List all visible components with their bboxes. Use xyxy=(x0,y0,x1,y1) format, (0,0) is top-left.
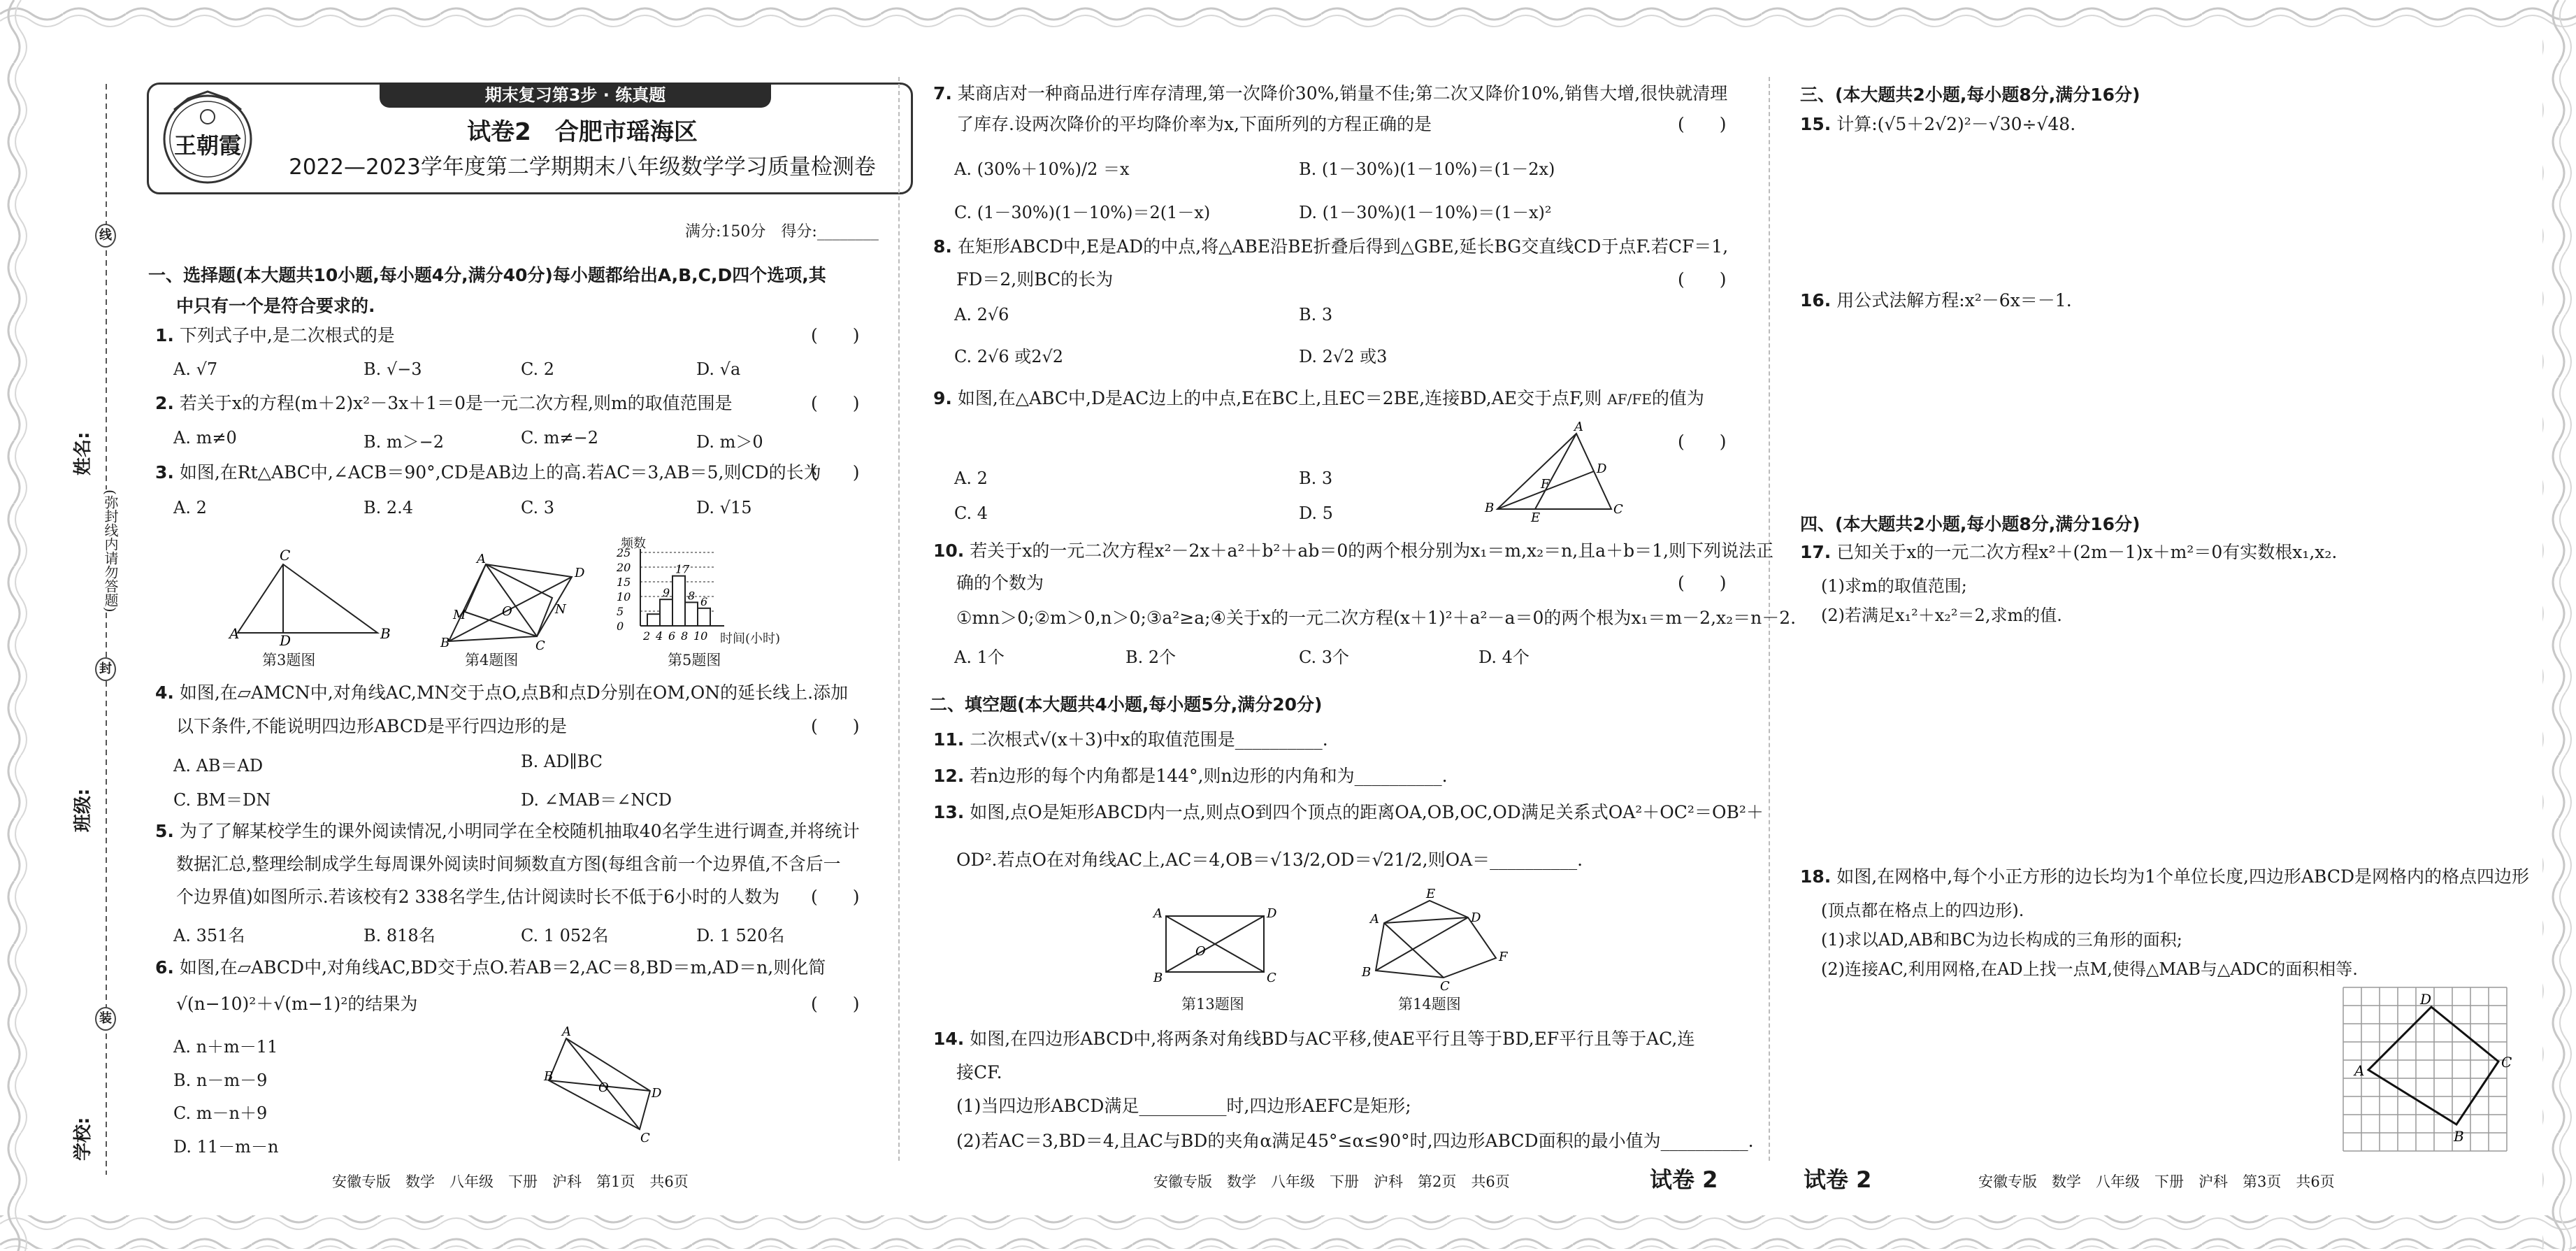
logo xyxy=(160,89,255,187)
header-banner: 期末复习第3步 · 练真题 xyxy=(380,83,771,108)
svg-text:D: D xyxy=(1597,462,1607,476)
q10-statements: ①mn＞0;②m＞0,n＞0;③a²≥a;④关于x的一元二次方程(x＋1)²＋a²－a＝0的两个根为x₁＝m－2,x₂＝n－2. xyxy=(956,608,1797,628)
hist-xtick: 4 xyxy=(656,629,663,643)
svg-text:C: C xyxy=(280,547,291,564)
figure-q13 xyxy=(1146,902,1286,993)
q2-paren: ( ) xyxy=(811,393,860,413)
hist-bar-label: 8 xyxy=(688,589,696,603)
q10-opt-d: D. 4个 xyxy=(1478,648,1530,667)
q4: 4. 如图,在▱AMCN中,对角线AC,MN交于点O,点B和点D分别在OM,ON的延长线上.添加 xyxy=(155,682,849,703)
q8: 8. 在矩形ABCD中,E是AD的中点,将△ABE沿BE折叠后得到△GBE,延长BG交直线CD于点F.若CF＝1, xyxy=(933,236,1729,257)
figure-q14 xyxy=(1356,888,1510,993)
svg-text:O: O xyxy=(598,1080,609,1095)
seal-label-top: 线 xyxy=(95,224,116,248)
school-field-label: 学校: xyxy=(73,1117,94,1161)
q2: 2. 若关于x的方程(m＋2)x²－3x＋1＝0是一元二次方程,则m的取值范围是 xyxy=(155,393,733,413)
q8-opt-d: D. 2√2 或3 xyxy=(1299,347,1388,366)
q6-opt-b: B. n－m－9 xyxy=(173,1071,268,1090)
hist-xlabel: 时间(小时) xyxy=(720,631,781,646)
header-box xyxy=(147,83,913,194)
q17-sub2: (2)若满足x₁²＋x₂²＝2,求m的值. xyxy=(1821,606,2062,625)
hist-ytick: 25 xyxy=(617,546,631,559)
q10-line2: 确的个数为 xyxy=(956,573,1044,593)
name-field-label: 姓名: xyxy=(73,431,94,476)
q6-opt-a: A. n＋m－11 xyxy=(173,1037,278,1057)
q9-paren: ( ) xyxy=(1678,431,1727,452)
svg-text:B: B xyxy=(544,1069,554,1084)
svg-text:F: F xyxy=(1499,950,1508,964)
q2-opt-d: D. m＞0 xyxy=(696,432,763,452)
q5-line2: 数据汇总,整理绘制成学生每周课外阅读时间频数直方图(每组含前一个边界值,不含后一 xyxy=(176,854,841,874)
svg-text:C: C xyxy=(640,1131,650,1145)
figure-q4 xyxy=(433,552,594,654)
figure-q9 xyxy=(1482,420,1622,524)
q7-opt-d: D. (1－30%)(1－10%)＝(1－x)² xyxy=(1299,203,1552,222)
q6-opt-c: C. m－n＋9 xyxy=(173,1103,268,1123)
hist-ytick: 5 xyxy=(617,605,624,618)
q17-sub1: (1)求m的取值范围; xyxy=(1821,576,1967,596)
svg-text:A: A xyxy=(562,1024,571,1039)
q4-opt-d: D. ∠MAB＝∠NCD xyxy=(521,790,672,810)
q10-opt-a: A. 1个 xyxy=(954,648,1005,667)
hist-ytick: 20 xyxy=(617,561,631,574)
q6-paren: ( ) xyxy=(811,994,860,1014)
q9-opt-d: D. 5 xyxy=(1299,503,1333,523)
hist-bar-label: 17 xyxy=(675,562,690,576)
q5-opt-c: C. 1 052名 xyxy=(521,926,609,945)
q2-opt-b: B. m＞−2 xyxy=(364,432,445,452)
q18-line2: (顶点都在格点上的四边形). xyxy=(1821,901,2024,920)
class-field-label: 班级: xyxy=(73,788,94,832)
q2-opt-a: A. m≠0 xyxy=(173,428,237,448)
q5-paren: ( ) xyxy=(811,887,860,907)
hist-ytick: 15 xyxy=(617,576,631,589)
svg-text:O: O xyxy=(1195,944,1206,959)
caption-fig13: 第13题图 xyxy=(1181,996,1244,1013)
q17: 17. 已知关于x的一元二次方程x²＋(2m－1)x＋m²＝0有实数根x₁,x₂. xyxy=(1800,542,2338,562)
q8-opt-c: C. 2√6 或2√2 xyxy=(954,347,1064,366)
q1-opt-a: A. √7 xyxy=(173,359,218,379)
hist-ytick: 0 xyxy=(617,620,624,633)
hist-ytick: 10 xyxy=(617,590,631,603)
svg-text:B: B xyxy=(1153,971,1163,985)
hist-bar xyxy=(672,576,685,626)
q10-opt-c: C. 3个 xyxy=(1299,648,1350,667)
q4-opt-b: B. AD∥BC xyxy=(521,752,603,771)
svg-text:C: C xyxy=(1613,502,1623,517)
svg-text:C: C xyxy=(1440,979,1450,994)
q10-paren: ( ) xyxy=(1678,573,1727,593)
q7: 7. 某商店对一种商品进行库存清理,第一次降价30%,销量不佳;第二次又降价10%,销售大增,很快就清理 xyxy=(933,83,1728,103)
q16: 16. 用公式法解方程:x²－6x＝－1. xyxy=(1800,290,2072,310)
hist-bar xyxy=(660,599,672,626)
svg-text:B: B xyxy=(1362,965,1372,980)
svg-text:B: B xyxy=(2454,1128,2464,1145)
svg-text:E: E xyxy=(1426,887,1436,901)
q1-opt-c: C. 2 xyxy=(521,359,555,379)
svg-text:C: C xyxy=(1267,971,1276,985)
q2-opt-c: C. m≠−2 xyxy=(521,428,599,448)
paper-title: 试卷2 合肥市瑶海区 xyxy=(467,118,698,146)
svg-text:O: O xyxy=(502,604,512,619)
svg-text:A: A xyxy=(1574,420,1583,434)
q8-line2: FD＝2,则BC的长为 xyxy=(956,269,1114,289)
q5-opt-d: D. 1 520名 xyxy=(696,926,785,945)
q1-opt-b: B. √−3 xyxy=(364,359,422,379)
q5-opt-b: B. 818名 xyxy=(364,926,436,945)
q18-sub1: (1)求以AD,AB和BC为边长构成的三角形的面积; xyxy=(1821,930,2182,950)
seal-label-bot: 装 xyxy=(95,1007,116,1031)
q10: 10. 若关于x的一元二次方程x²－2x＋a²＋b²＋ab＝0的两个根分别为x₁＝m,x₂＝n,且a＋b＝1,则下列说法正 xyxy=(933,541,1773,561)
logo-text: 王朝霞 xyxy=(173,132,241,159)
q7-opt-a: A. (30%＋10%)/2 ＝x xyxy=(954,159,1130,179)
q8-opt-b: B. 3 xyxy=(1299,305,1333,324)
q14-sub1: (1)当四边形ABCD满足__________时,四边形AEFC是矩形; xyxy=(956,1096,1411,1116)
svg-text:B: B xyxy=(380,625,391,642)
score-line: 满分:150分 得分:________ xyxy=(685,223,879,241)
paper-tag-left: 试卷 2 xyxy=(1804,1166,1872,1193)
footer-page1: 安徽专版 数学 八年级 下册 沪科 第1页 共6页 xyxy=(332,1173,689,1190)
figure-q5-histogram xyxy=(615,535,783,647)
hist-bar xyxy=(685,602,698,626)
q6: 6. 如图,在▱ABCD中,对角线AC,BD交于点O.若AB＝2,AC＝8,BD＝m,AD＝n,则化简 xyxy=(155,957,826,978)
q1-paren: ( ) xyxy=(811,325,860,345)
svg-text:D: D xyxy=(280,632,292,649)
section2-title: 二、填空题(本大题共4小题,每小题5分,满分20分) xyxy=(930,694,1323,715)
svg-text:B: B xyxy=(1485,501,1495,515)
caption-fig4: 第4题图 xyxy=(465,652,519,669)
q6-line2: √(n−10)²＋√(m−1)²的结果为 xyxy=(176,994,418,1014)
hist-xtick: 6 xyxy=(668,629,676,643)
q9-opt-c: C. 4 xyxy=(954,503,988,523)
q11: 11. 二次根式√(x＋3)中x的取值范围是__________. xyxy=(933,729,1328,750)
paper-tag-right: 试卷 2 xyxy=(1650,1166,1718,1193)
svg-text:C: C xyxy=(2501,1054,2512,1071)
svg-text:A: A xyxy=(477,552,486,566)
svg-text:N: N xyxy=(555,602,566,617)
q3: 3. 如图,在Rt△ABC中,∠ACB＝90°,CD是AB边上的高.若AC＝3,AB＝5,则CD的长为 xyxy=(155,462,821,482)
caption-fig3: 第3题图 xyxy=(262,652,316,669)
q4-paren: ( ) xyxy=(811,716,860,736)
q13: 13. 如图,点O是矩形ABCD内一点,则点O到四个顶点的距离OA,OB,OC,OD满足关系式OA²＋OC²＝OB²＋ xyxy=(933,802,1764,822)
svg-text:D: D xyxy=(2420,991,2432,1008)
seal-note: (弥封线内请勿答题) xyxy=(91,489,119,613)
q13-line2: OD².若点O在对角线AC上,AC＝4,OB＝√13/2,OD＝√21/2,则OA＝__________. xyxy=(956,850,1583,870)
q5-line3: 个边界值)如图所示.若该校有2 338名学生,估计阅读时长不低于6小时的人数为 xyxy=(176,887,780,907)
q4-opt-a: A. AB＝AD xyxy=(173,756,264,775)
q18-sub2: (2)连接AC,利用网格,在AD上找一点M,使得△MAB与△ADC的面积相等. xyxy=(1821,959,2358,979)
hist-ylabel: 频数 xyxy=(621,536,646,551)
q14: 14. 如图,在四边形ABCD中,将两条对角线BD与AC平移,使AE平行且等于BD,EF平行且等于AC,连 xyxy=(933,1029,1695,1049)
svg-text:A: A xyxy=(2354,1062,2365,1079)
figure-q3 xyxy=(224,549,391,647)
q12: 12. 若n边形的每个内角都是144°,则n边形的内角和为__________. xyxy=(933,766,1448,786)
hist-xtick: 10 xyxy=(693,629,708,643)
q3-opt-c: C. 3 xyxy=(521,498,555,517)
svg-text:D: D xyxy=(1471,910,1481,925)
q1-opt-d: D. √a xyxy=(696,359,741,379)
figure-q18-grid xyxy=(2342,986,2517,1154)
q3-opt-a: A. 2 xyxy=(173,498,207,517)
q7-line2: 了库存.设两次降价的平均降价率为x,下面所列的方程正确的是 xyxy=(956,114,1432,134)
q14-line2: 接CF. xyxy=(956,1062,1002,1082)
svg-text:C: C xyxy=(535,638,545,653)
hist-bar xyxy=(647,614,660,626)
caption-fig5: 第5题图 xyxy=(668,652,721,669)
section4-title: 四、(本大题共2小题,每小题8分,满分16分) xyxy=(1800,514,2140,534)
svg-text:A: A xyxy=(1370,912,1379,927)
section3-title: 三、(本大题共2小题,每小题8分,满分16分) xyxy=(1800,85,2140,105)
hist-bar-label: 9 xyxy=(663,586,670,600)
q7-opt-b: B. (1－30%)(1－10%)＝(1－2x) xyxy=(1299,159,1555,179)
section1-title-line2: 中只有一个是符合要求的. xyxy=(176,296,375,316)
column-divider-1 xyxy=(898,77,900,1161)
caption-fig14: 第14题图 xyxy=(1398,996,1461,1013)
hist-xtick: 8 xyxy=(681,629,689,643)
q3-paren: ( ) xyxy=(811,462,860,482)
q7-paren: ( ) xyxy=(1678,114,1727,134)
q18: 18. 如图,在网格中,每个小正方形的边长均为1个单位长度,四边形ABCD是网格内的格点四边形 xyxy=(1800,866,2530,887)
figure-q6 xyxy=(545,1024,664,1143)
svg-text:F: F xyxy=(1541,477,1550,492)
seal-label-mid: 封 xyxy=(95,657,116,681)
q9-opt-a: A. 2 xyxy=(954,469,988,488)
svg-text:A: A xyxy=(1153,906,1163,921)
svg-text:E: E xyxy=(1531,510,1541,525)
q14-sub2: (2)若AC＝3,BD＝4,且AC与BD的夹角α满足45°≤α≤90°时,四边形ABCD面积的最小值为__________. xyxy=(956,1131,1754,1151)
q3-opt-b: B. 2.4 xyxy=(364,498,414,517)
svg-text:B: B xyxy=(440,636,450,650)
svg-text:D: D xyxy=(575,566,585,580)
svg-text:D: D xyxy=(1267,906,1277,921)
footer-page2: 安徽专版 数学 八年级 下册 沪科 第2页 共6页 xyxy=(1153,1173,1510,1190)
paper-subtitle: 2022—2023学年度第二学期期末八年级数学学习质量检测卷 xyxy=(289,155,876,180)
svg-text:D: D xyxy=(652,1086,662,1101)
hist-bar xyxy=(698,608,710,626)
binding-margin xyxy=(63,84,147,1175)
svg-text:A: A xyxy=(229,625,240,642)
q9: 9. 如图,在△ABC中,D是AC边上的中点,E在BC上,且EC＝2BE,连接BD,AE交于点F,则 AF/FE的值为 xyxy=(933,388,1704,408)
q5: 5. 为了了解某校学生的课外阅读情况,小明同学在全校随机抽取40名学生进行调查,并将统计 xyxy=(155,821,860,841)
q15: 15. 计算:(√5＋2√2)²－√30÷√48. xyxy=(1800,114,2076,134)
q1: 1. 下列式子中,是二次根式的是 xyxy=(155,325,395,345)
q6-opt-d: D. 11－m－n xyxy=(173,1137,279,1157)
hist-bar-label: 6 xyxy=(700,594,708,608)
q5-opt-a: A. 351名 xyxy=(173,926,245,945)
section1-title: 一、选择题(本大题共10小题,每小题4分,满分40分)每小题都给出A,B,C,D四个选项,其 xyxy=(148,265,826,285)
q3-opt-d: D. √15 xyxy=(696,498,752,517)
q7-opt-c: C. (1－30%)(1－10%)＝2(1－x) xyxy=(954,203,1211,222)
q8-paren: ( ) xyxy=(1678,269,1727,289)
footer-page3: 安徽专版 数学 八年级 下册 沪科 第3页 共6页 xyxy=(1978,1173,2335,1190)
hist-xtick: 2 xyxy=(643,629,651,643)
svg-text:M: M xyxy=(453,608,466,622)
q8-opt-a: A. 2√6 xyxy=(954,305,1009,324)
q4-line2: 以下条件,不能说明四边形ABCD是平行四边形的是 xyxy=(176,716,568,736)
q9-opt-b: B. 3 xyxy=(1299,469,1333,488)
q4-opt-c: C. BM＝DN xyxy=(173,790,271,810)
q10-opt-b: B. 2个 xyxy=(1125,648,1177,667)
